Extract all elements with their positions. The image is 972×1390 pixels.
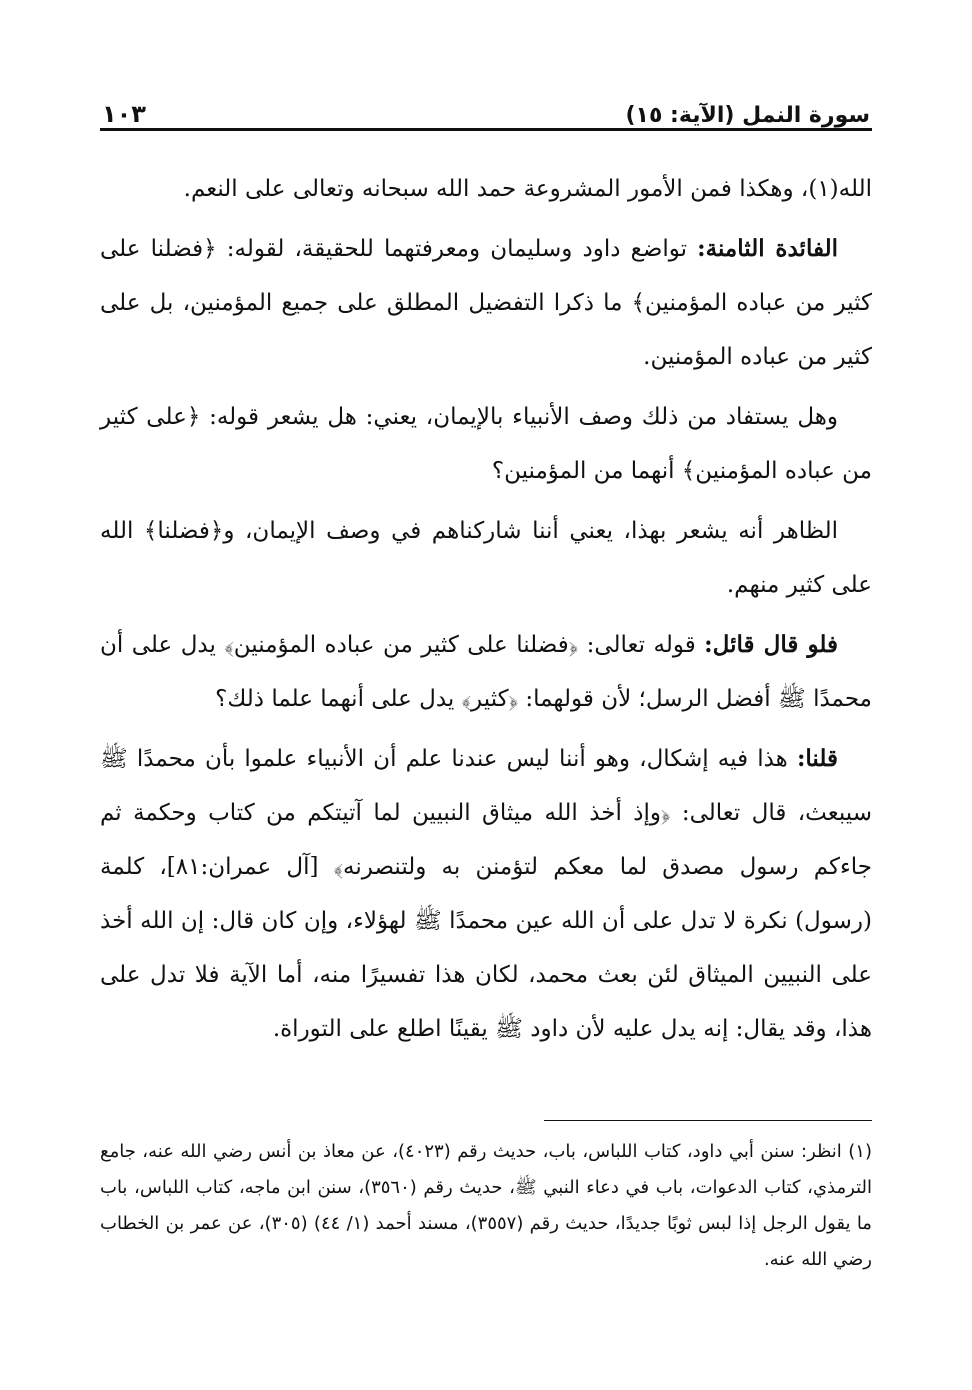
paragraph-3: وهل يستفاد من ذلك وصف الأنبياء بالإيمان، يعني: هل يشعر قوله: ﴿على كثير من عباده المؤمنين﴾ أنهما من المؤمنين؟ — [100, 404, 872, 484]
answer-lead: قلنا: — [796, 745, 838, 772]
paragraph-2: الفائدة الثامنة: تواضع داود وسليمان ومعرفتهما للحقيقة، لقوله: ﴿فضلنا على كثير من عباده المؤمنين﴾ ما ذكرا التفضيل المطلق على جميع المؤمنين، بل على كثير من عباده المؤمنين. — [100, 235, 872, 370]
page-header — [102, 92, 870, 128]
paragraph-5: فلو قال قائل: قوله تعالى: ﴿فضلنا على كثير من عباده المؤمنين﴾ يدل على أن محمدًا ﷺ أفضل الرسل؛ لأن قولهما: ﴿كثير﴾ يدل على أنهما علما ذلك؟ — [100, 631, 872, 712]
main-text — [100, 162, 872, 1062]
question-lead: فلو قال قائل: — [704, 631, 838, 658]
paragraph-1: الله(١)، وهكذا فمن الأمور المشروعة حمد الله سبحانه وتعالى على النعم. — [183, 176, 872, 202]
footnote-divider — [544, 1120, 872, 1121]
paragraph-6: قلنا: هذا فيه إشكال، وهو أننا ليس عندنا علم أن الأنبياء علموا بأن محمدًا ﷺ سيبعث، قال تعالى: ﴿وإذ أخذ الله ميثاق النبيين لما آتيتكم من كتاب وحكمة ثم جاءكم رسول مصدق لما معكم لتؤمنن به ولتنصرنه﴾ [آل عمران:٨١]، كلمة (رسول) نكرة لا تدل على أن الله عين محمدًا ﷺ لهؤلاء، وإن كان قال: إن الله أخذ على النبيين الميثاق لئن بعث محمد، لكان هذا تفسيرًا منه، أما الآية فلا تدل على هذا، وقد يقال: إنه يدل عليه لأن داود ﷺ يقينًا اطلع على التوراة. — [100, 745, 872, 1042]
header-divider — [100, 128, 872, 131]
paragraph-4: الظاهر أنه يشعر بهذا، يعني أننا شاركناهم في وصف الإيمان، و﴿فضلنا﴾ الله على كثير منهم. — [100, 518, 872, 598]
running-title: سورة النمل (الآية: ١٥) — [625, 103, 870, 128]
footnote-1: (١) انظر: سنن أبي داود، كتاب اللباس، باب، حديث رقم (٤٠٢٣)، عن معاذ بن أنس رضي الله عنه، جامع الترمذي، كتاب الدعوات، باب في دعاء النبي ﷺ، حديث رقم (٣٥٦٠)، سنن ابن ماجه، كتاب اللباس، باب ما يقول الرجل إذا لبس ثوبًا جديدًا، حديث رقم (٣٥٥٧)، مسند أحمد (١/ ٤٤) (٣٠٥)، عن عمر بن الخطاب رضي الله عنه. — [100, 1141, 872, 1270]
section-heading-eighth-benefit: الفائدة الثامنة: — [697, 235, 838, 262]
page-number: ١٠٣ — [102, 100, 146, 128]
footnotes — [100, 1134, 872, 1278]
